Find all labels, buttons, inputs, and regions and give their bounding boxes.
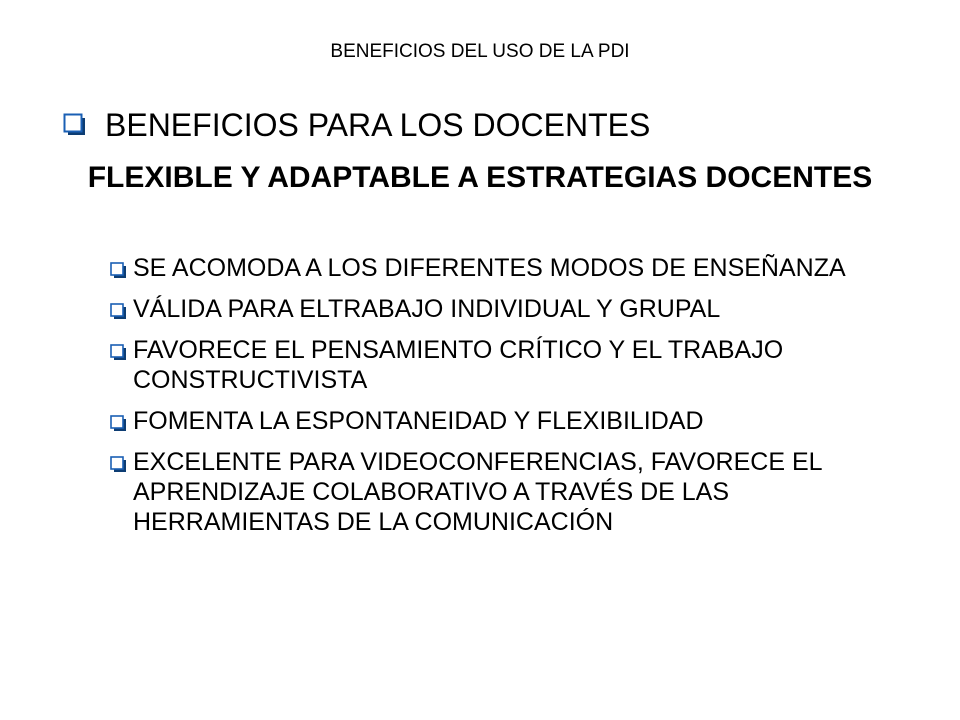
list-item-text: VÁLIDA PARA ELTRABAJO INDIVIDUAL Y GRUPAL (133, 295, 721, 323)
list-item (110, 294, 900, 324)
section-heading-label: BENEFICIOS PARA LOS DOCENTES (105, 107, 651, 143)
hollow-square-bullet-icon (110, 456, 127, 473)
list-item (110, 406, 900, 436)
list-item-text: FOMENTA LA ESPONTANEIDAD Y FLEXIBILIDAD (133, 407, 704, 435)
slide-title: BENEFICIOS DEL USO DE LA PDI (330, 41, 630, 62)
hollow-square-bullet-icon (110, 415, 127, 432)
hollow-square-bullet-icon (110, 262, 127, 279)
hollow-square-bullet-icon (110, 344, 127, 361)
section-heading (63, 105, 650, 145)
bullet-list (110, 253, 900, 548)
list-item (110, 335, 900, 395)
hollow-square-bullet-icon (63, 113, 87, 137)
list-item-text: SE ACOMODA A LOS DIFERENTES MODOS DE ENSEÑANZA (133, 254, 846, 282)
list-item (110, 447, 900, 537)
hollow-square-bullet-icon (110, 303, 127, 320)
list-item-text: FAVORECE EL PENSAMIENTO CRÍTICO Y EL TRABAJO CONSTRUCTIVISTA (133, 336, 784, 394)
list-item-text: EXCELENTE PARA VIDEOCONFERENCIAS, FAVORECE EL APRENDIZAJE COLABORATIVO A TRAVÉS DE LAS HERRAMIENTAS DE LA COMUNICACIÓN (133, 448, 822, 536)
subheading: FLEXIBLE Y ADAPTABLE A ESTRATEGIAS DOCENTES (87, 161, 873, 194)
list-item (110, 253, 900, 283)
